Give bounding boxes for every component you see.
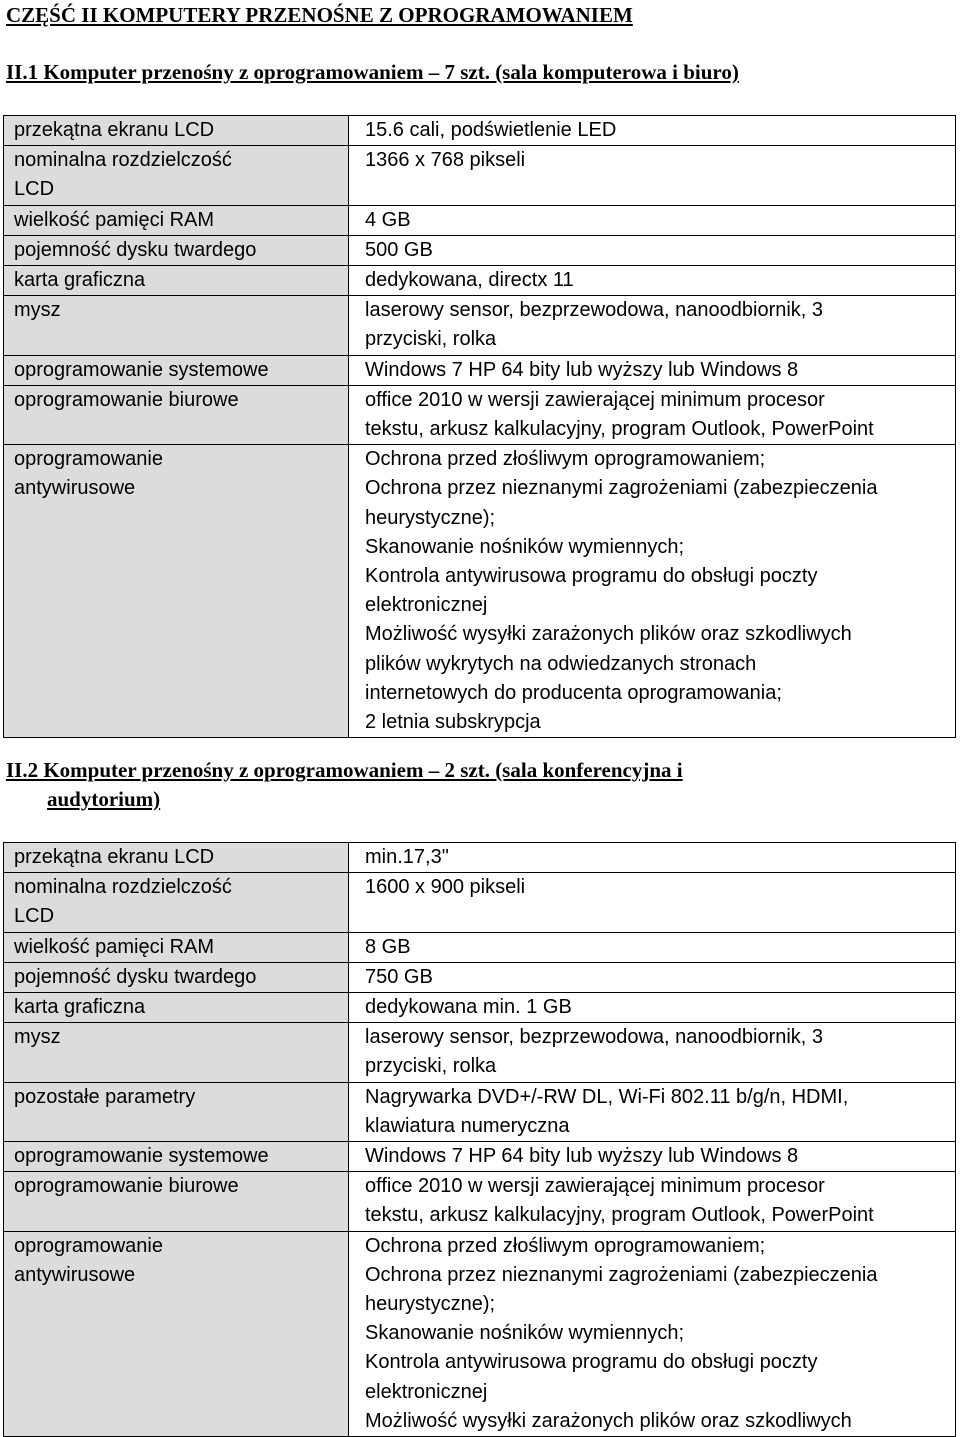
spec-row	[4, 146, 956, 205]
section1-title: II.1 Komputer przenośny z oprogramowaniem – 7 szt. (sala komputerowa i biuro)	[6, 60, 739, 84]
spec-row	[4, 116, 956, 146]
spec-value-line: tekstu, arkusz kalkulacyjny, program Outlook, PowerPoint	[365, 1204, 874, 1227]
spec-value-cell	[349, 266, 956, 296]
spec-value-line: Kontrola antywirusowa programu do obsługi poczty	[365, 565, 818, 588]
spec-value-line: dedykowana min. 1 GB	[365, 996, 572, 1019]
spec-value-line: min.17,3"	[365, 846, 449, 868]
spec-row	[4, 1172, 956, 1231]
spec-key-cell	[4, 1082, 349, 1141]
spec-value-line: dedykowana, directx 11	[365, 269, 574, 292]
spec-row	[4, 235, 956, 265]
spec-key-cell	[4, 146, 349, 205]
spec-value-cell	[349, 235, 956, 265]
spec-value-line: Skanowanie nośników wymiennych;	[365, 1322, 685, 1345]
spec-row	[4, 296, 956, 355]
spec-key-cell	[4, 993, 349, 1023]
spec-row	[4, 962, 956, 992]
spec-value-cell	[349, 116, 956, 146]
spec-value-cell	[349, 385, 956, 444]
spec-value-cell	[349, 1142, 956, 1172]
spec-key-label: mysz	[14, 1026, 61, 1049]
spec-value-line: Nagrywarka DVD+/-RW DL, Wi-Fi 802.11 b/g/n, HDMI,	[365, 1085, 849, 1108]
spec-value-line: Ochrona przed złośliwym oprogramowaniem;	[365, 1234, 766, 1257]
spec-key-label: pojemność dysku twardego	[14, 238, 257, 261]
spec-key-cell	[4, 385, 349, 444]
spec-key-cell	[4, 1023, 349, 1082]
spec-key-cell	[4, 932, 349, 962]
section2-title	[6, 756, 683, 814]
spec-key-label: przekątna ekranu LCD	[14, 119, 215, 141]
spec-value-cell	[349, 355, 956, 385]
spec-value-cell	[349, 1023, 956, 1082]
document-title: CZĘŚĆ II KOMPUTERY PRZENOŚNE Z OPROGRAMOWANIEM	[6, 3, 633, 27]
spec-row	[4, 873, 956, 932]
spec-key-cell	[4, 116, 349, 146]
spec-value-cell	[349, 1231, 956, 1436]
spec-key-label: karta graficzna	[14, 996, 146, 1019]
spec-key-cell	[4, 1231, 349, 1436]
spec-key-label: antywirusowe	[14, 1263, 136, 1286]
spec-value-cell	[349, 932, 956, 962]
spec-key-label: oprogramowanie biurowe	[14, 388, 239, 411]
spec-key-cell	[4, 1172, 349, 1231]
spec-value-line: Windows 7 HP 64 bity lub wyższy lub Windows 8	[365, 358, 799, 381]
spec-value-cell	[349, 205, 956, 235]
spec-value-cell	[349, 1082, 956, 1141]
spec-value-line: office 2010 w wersji zawierającej minimum procesor	[365, 1175, 825, 1198]
section2-title-line2: audytorium)	[47, 787, 161, 811]
spec-value-line: Możliwość wysyłki zarażonych plików oraz szkodliwych	[365, 623, 852, 646]
spec-value-line: Skanowanie nośników wymiennych;	[365, 535, 685, 558]
spec-row	[4, 1082, 956, 1141]
spec-value-line: 1366 x 768 pikseli	[365, 149, 526, 172]
spec-row	[4, 445, 956, 738]
spec-value-cell	[349, 1172, 956, 1231]
spec-key-label: LCD	[14, 905, 55, 928]
spec-value-line: heurystyczne);	[365, 1293, 496, 1316]
spec-key-label: pojemność dysku twardego	[14, 965, 257, 988]
spec-value-line: Ochrona przez nieznanymi zagrożeniami (zabezpieczenia	[365, 477, 878, 500]
spec-value-line: internetowych do producenta oprogramowania;	[365, 681, 782, 704]
spec-key-label: nominalna rozdzielczość	[14, 149, 232, 172]
spec-row	[4, 266, 956, 296]
spec-key-cell	[4, 843, 349, 873]
spec-key-cell	[4, 355, 349, 385]
spec-key-label: oprogramowanie	[14, 448, 163, 471]
spec-key-cell	[4, 1142, 349, 1172]
spec-value-cell	[349, 296, 956, 355]
spec-value-line: przyciski, rolka	[365, 328, 497, 351]
spec-row	[4, 1231, 956, 1436]
spec-row	[4, 993, 956, 1023]
spec-row	[4, 385, 956, 444]
spec-row	[4, 1023, 956, 1082]
spec-row	[4, 932, 956, 962]
section1-spec-table	[3, 115, 956, 738]
spec-key-label: karta graficzna	[14, 269, 146, 292]
spec-value-cell	[349, 146, 956, 205]
spec-value-line: laserowy sensor, bezprzewodowa, nanoodbiornik, 3	[365, 1026, 824, 1049]
spec-row	[4, 355, 956, 385]
spec-key-cell	[4, 235, 349, 265]
spec-value-line: laserowy sensor, bezprzewodowa, nanoodbiornik, 3	[365, 299, 824, 322]
spec-value-line: 500 GB	[365, 238, 433, 261]
spec-value-line: elektronicznej	[365, 1380, 488, 1403]
spec-key-cell	[4, 205, 349, 235]
spec-value-line: Windows 7 HP 64 bity lub wyższy lub Windows 8	[365, 1145, 799, 1168]
spec-row	[4, 205, 956, 235]
spec-row	[4, 843, 956, 873]
spec-key-cell	[4, 873, 349, 932]
spec-value-line: 15.6 cali, podświetlenie LED	[365, 119, 617, 141]
spec-key-cell	[4, 445, 349, 738]
spec-value-line: Ochrona przed złośliwym oprogramowaniem;	[365, 448, 766, 471]
section2-spec-table	[3, 842, 956, 1437]
spec-key-label: oprogramowanie systemowe	[14, 1145, 269, 1168]
spec-row	[4, 1142, 956, 1172]
spec-key-label: oprogramowanie	[14, 1234, 163, 1257]
spec-value-line: 2 letnia subskrypcja	[365, 711, 541, 734]
spec-key-label: pozostałe parametry	[14, 1085, 196, 1108]
spec-key-label: wielkość pamięci RAM	[14, 935, 215, 958]
spec-value-line: tekstu, arkusz kalkulacyjny, program Outlook, PowerPoint	[365, 418, 874, 441]
spec-value-cell	[349, 445, 956, 738]
spec-value-cell	[349, 962, 956, 992]
spec-key-cell	[4, 296, 349, 355]
spec-key-label: oprogramowanie systemowe	[14, 358, 269, 381]
spec-value-line: Ochrona przez nieznanymi zagrożeniami (zabezpieczenia	[365, 1263, 878, 1286]
spec-key-label: przekątna ekranu LCD	[14, 846, 215, 868]
spec-key-label: mysz	[14, 299, 61, 322]
spec-key-label: nominalna rozdzielczość	[14, 876, 232, 899]
spec-value-line: heurystyczne);	[365, 506, 496, 529]
spec-value-line: klawiatura numeryczna	[365, 1114, 570, 1137]
spec-value-line: office 2010 w wersji zawierającej minimum procesor	[365, 388, 825, 411]
spec-key-label: LCD	[14, 178, 55, 201]
spec-value-line: Kontrola antywirusowa programu do obsługi poczty	[365, 1351, 818, 1374]
spec-value-line: 4 GB	[365, 208, 411, 231]
spec-key-label: antywirusowe	[14, 477, 136, 500]
spec-value-cell	[349, 993, 956, 1023]
spec-value-line: przyciski, rolka	[365, 1055, 497, 1078]
spec-key-cell	[4, 962, 349, 992]
spec-value-line: Możliwość wysyłki zarażonych plików oraz szkodliwych	[365, 1409, 852, 1432]
spec-value-cell	[349, 873, 956, 932]
spec-key-cell	[4, 266, 349, 296]
spec-key-label: wielkość pamięci RAM	[14, 208, 215, 231]
spec-value-line: elektronicznej	[365, 594, 488, 617]
spec-value-line: 8 GB	[365, 935, 411, 958]
section2-title-line1: II.2 Komputer przenośny z oprogramowaniem – 2 szt. (sala konferencyjna i	[6, 758, 683, 782]
spec-key-label: oprogramowanie biurowe	[14, 1175, 239, 1198]
spec-value-cell	[349, 843, 956, 873]
spec-value-line: 750 GB	[365, 965, 433, 988]
spec-value-line: plików wykrytych na odwiedzanych stronach	[365, 652, 757, 675]
spec-value-line: 1600 x 900 pikseli	[365, 876, 526, 899]
